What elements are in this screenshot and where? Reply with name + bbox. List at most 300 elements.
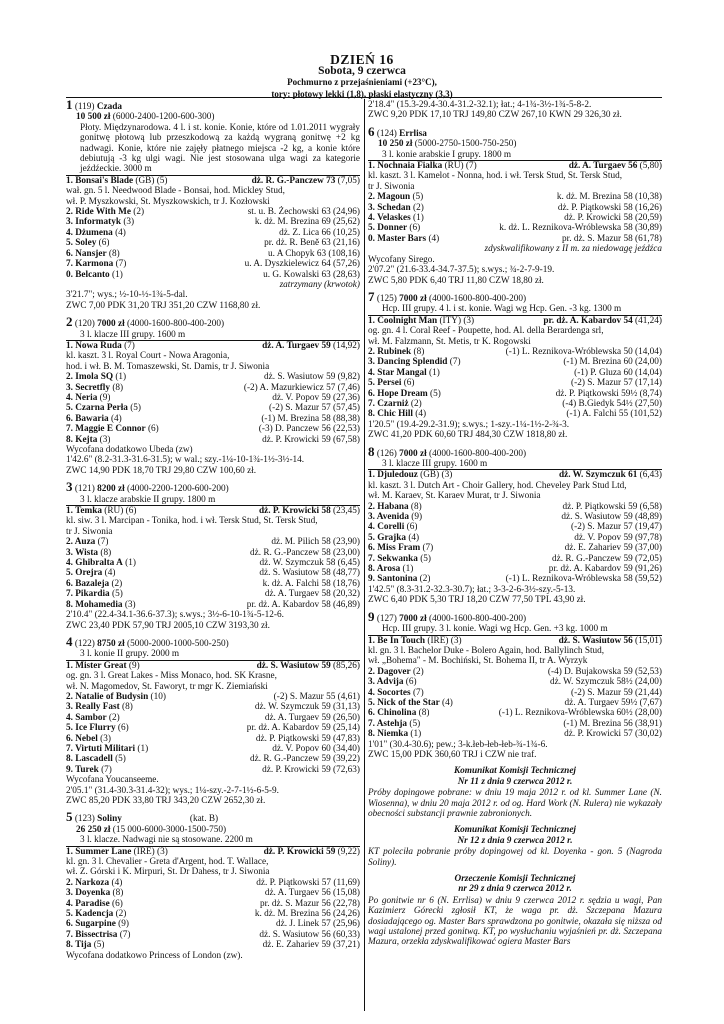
race-note: Wycofany Sirego. <box>368 254 435 265</box>
runner-jockey: k. dż. L. Reznikova-Wróblewska 58 <box>499 223 633 234</box>
runner-name-cell <box>66 878 122 888</box>
runner-odds: (10,38) <box>635 192 662 203</box>
runner-gate: (6) <box>409 223 421 234</box>
runner-name-cell <box>66 217 134 227</box>
runner-jockey-cell <box>250 754 360 764</box>
winner-jockey: dż. S. Wasiutow 56 <box>558 635 633 646</box>
race-conditions: 3 l. konie arabskie I grupy. 1800 m <box>368 150 662 161</box>
runner-gate: (2) <box>412 202 424 213</box>
runner-name: 7. Maggie E Connor <box>66 424 146 435</box>
runner-name: 4. Socortes <box>368 687 411 698</box>
runner-jockey-cell <box>279 228 360 238</box>
runner-name-cell <box>368 357 461 367</box>
runner-name: 6. Chinolina <box>368 708 417 719</box>
race-conditions: 3 l. konie II grupy. 2000 m <box>66 649 360 660</box>
race-block-3 <box>66 479 360 631</box>
runner-gate: (2) <box>111 578 123 589</box>
runner-name-cell <box>368 729 421 739</box>
runner-row <box>368 409 662 419</box>
winner-pedigree: og. gn. 4 l. Coral Reef - Poupette, hod. Al. della Berardenga srl, <box>368 326 604 337</box>
runner-jockey: dż. S. Wasiutow 59 <box>264 372 336 383</box>
runner-row <box>368 543 662 553</box>
winner-odds: (7,05) <box>337 175 360 186</box>
runner-jockey-cell <box>265 589 360 599</box>
runner-name-cell <box>66 558 136 568</box>
runner-gate: (8) <box>108 248 120 259</box>
winner-jockey: dż. P. Krowicki 59 <box>263 846 336 857</box>
runner-name: 2. Narkoza <box>66 877 110 888</box>
runner-row <box>66 435 360 445</box>
race-prize-split: (4000-1600-800-400-200) <box>428 613 527 624</box>
runner-jockey-cell <box>571 378 662 388</box>
runner-odds: (24,00) <box>635 677 662 688</box>
runner-odds: (30,89) <box>635 223 662 234</box>
runner-odds: (48,89) <box>635 512 662 523</box>
race-prize: 7000 zł <box>399 613 427 624</box>
runner-name: 3. Secretfly <box>66 382 111 393</box>
runner-jockey: dż. P. Krowicki 57 <box>564 729 633 740</box>
runner-row <box>368 533 662 543</box>
runner-name: 4. Velaskes <box>368 213 411 224</box>
column-divider <box>364 99 365 1011</box>
runner-name-cell <box>368 203 424 213</box>
race-heading <box>368 608 662 624</box>
runner-jockey-cell <box>565 543 662 553</box>
communique-title <box>368 766 662 787</box>
communique-block <box>368 766 662 819</box>
runner-odds: (97,78) <box>635 532 662 543</box>
communique-title-1: Komunikat Komisji Technicznej <box>454 825 576 836</box>
runner-jockey: u. G. Kowalski 63 <box>263 269 331 280</box>
runner-name-cell <box>66 537 108 547</box>
runner-odds: (46,89) <box>333 599 360 610</box>
race-id: (124) <box>376 128 397 139</box>
runner-jockey-cell <box>264 372 360 382</box>
runner-row <box>66 414 360 424</box>
runner-jockey: dż. P. Piątkowski 59 <box>255 733 331 744</box>
runner-name: 5. Soley <box>66 238 97 249</box>
runner-name: 6. Nebel <box>66 733 98 744</box>
runner-odds: (108,16) <box>328 248 360 259</box>
winner-name-cell <box>66 506 136 516</box>
winner-odds: (85,26) <box>333 660 360 671</box>
runner-name: 5. Orejra <box>66 568 103 579</box>
runner-jockey-cell <box>263 579 360 589</box>
runner-name: 0. Belcanto <box>66 269 110 280</box>
runner-odds: (7,67) <box>639 697 662 708</box>
runner-name: 2. Ride With Me <box>66 207 131 218</box>
winner-jockey: dż. P. Krowicki 58 <box>259 506 331 517</box>
race-time: 1'42.6" (8.2-31.3-31.6-31.5); w wal.; szy.-1¼-10-1¾-1½-3½-14. <box>66 455 305 466</box>
runner-name: 3. Really Fast <box>66 702 120 713</box>
winner-name-cell <box>368 636 462 646</box>
winner-pedigree: wł. Z. Górski i K. Mirpuri, St. Dr Dahess, tr J. Siwonia <box>66 867 270 878</box>
winner-name: 1. Nowa Ruda <box>66 340 122 351</box>
race-payout: ZWC 41,20 PDK 60,60 TRJ 484,30 CZW 1818,80 zł. <box>368 430 568 441</box>
runner-name: 6. Miss Fram <box>368 543 421 554</box>
runner-odds: (17,14) <box>635 378 662 389</box>
track-line: tory: płotowy lekki (1,8), płaski elastyczny (3,3) <box>271 88 453 99</box>
runner-jockey: dż. J. Linek 57 <box>275 919 331 930</box>
runner-name-cell <box>368 719 420 729</box>
runner-jockey: dż. P. Piątkowski 58 <box>557 202 633 213</box>
runner-odds: (25,14) <box>333 723 360 734</box>
winner-jockey-cell <box>262 341 360 351</box>
runner-name-cell <box>66 930 131 940</box>
runner-row <box>368 688 662 698</box>
runner-jockey: dż. R. G.-Panczew 58 <box>250 547 331 558</box>
runner-name: 5. Kadencja <box>66 909 114 920</box>
runner-jockey: k. dż. M. Brezina 69 <box>254 217 331 228</box>
runner-row <box>66 537 360 547</box>
runner-name-cell <box>368 698 453 708</box>
runner-odds: (30,02) <box>635 729 662 740</box>
race-conditions: 3 l. klacze III grupy. 1600 m <box>66 330 360 341</box>
runner-name-cell <box>368 223 420 233</box>
runner-jockey-cell <box>499 708 662 718</box>
runner-row <box>66 372 360 382</box>
runner-name: 2. Habana <box>368 501 409 512</box>
runner-name-cell <box>66 702 133 712</box>
runner-name-cell <box>368 533 419 543</box>
race-time: 1'01" (30.4-30.6); pew.; 3-k.łeb-łeb-łeb-¾-1¾-6. <box>368 739 548 750</box>
right-column <box>368 100 662 948</box>
runner-odds: (26,50) <box>333 712 360 723</box>
runner-gate: (1) <box>125 558 136 569</box>
runner-gate: (4) <box>408 532 420 543</box>
runner-jockey-cell <box>261 414 360 424</box>
race-payout: ZWC 14,90 PDK 18,70 TRJ 29,80 CZW 100,60 zł. <box>66 465 257 476</box>
runner-gate: (4) <box>428 233 440 244</box>
runner-name-cell <box>66 207 144 217</box>
runner-jockey: dż. R. G.-Panczew 59 <box>250 754 331 765</box>
runner-gate: (1) <box>412 213 424 224</box>
runner-gate: (5) <box>420 553 431 564</box>
runner-jockey: k. dż. A. Falchi 58 <box>262 578 331 589</box>
runner-gate: (5) <box>412 192 424 203</box>
runner-odds: (28,00) <box>635 708 662 719</box>
runner-odds: (21,16) <box>333 238 360 249</box>
winner-pedigree: wł. P. Myszkowski, St. Myszkowskich, tr J. Kozłowski <box>66 196 270 207</box>
winner-name-cell <box>66 176 168 186</box>
runner-jockey-cell <box>259 424 360 434</box>
winner-jockey-cell <box>569 161 662 171</box>
runner-odds: (57,45) <box>333 403 360 414</box>
race-number: 4 <box>66 633 73 649</box>
runner-odds: (4,61) <box>337 691 360 702</box>
winner-name-cell <box>66 661 140 671</box>
winner-pedigree: og. gn. 3 l. Great Lakes - Miss Monaco, hod. SK Krasne, <box>66 671 277 682</box>
runner-name-cell <box>66 909 126 919</box>
runner-name-cell <box>368 378 415 388</box>
runner-odds: (59,52) <box>635 574 662 585</box>
race-payout: ZWC 7,00 PDK 31,20 TRJ 351,20 CZW 1168,80 zł. <box>66 300 261 311</box>
runner-gate: (5) <box>115 754 126 765</box>
runner-name: 7. Karmona <box>66 259 114 270</box>
runner-name-cell <box>66 600 136 610</box>
runner-name-cell <box>66 579 122 589</box>
runner-name: 3. Informatyk <box>66 217 121 228</box>
runner-name-cell <box>368 502 422 512</box>
runner-jockey-cell <box>247 723 360 733</box>
runner-jockey: st. u. B. Żechowski 63 <box>247 207 331 218</box>
runner-row <box>368 667 662 677</box>
runner-jockey-cell <box>571 688 662 698</box>
runner-row <box>66 692 360 702</box>
runner-jockey-cell <box>499 223 662 233</box>
race-conditions: 3 l. klacze arabskie II grupy. 1800 m <box>66 495 360 506</box>
runner-jockey-cell <box>276 919 360 929</box>
runner-jockey: dż. S. Wasiutow 58 <box>259 568 331 579</box>
winner-pedigree: tr J. Siwonia <box>368 181 415 192</box>
runner-gate: (5) <box>409 718 421 729</box>
winner-name: 1. Coolnight Man <box>368 315 438 326</box>
runner-gate: (5) <box>130 403 142 414</box>
race-payout: ZWC 23,40 PDK 57,90 TRJ 2005,10 CZW 3193,30 zł. <box>66 620 270 631</box>
race-id: (120) <box>74 319 95 330</box>
winner-pedigree: tr J. Siwonia <box>66 526 113 537</box>
race-time: 1'42.5" (8.3-31.2-32.3-30.7); łat.; 3-3-2-6-3½-szy.-5-13. <box>368 584 576 595</box>
runner-name: 7. Virtuti Militari <box>66 743 136 754</box>
runner-gate: (7) <box>119 929 131 940</box>
winner-name-cell <box>368 316 474 326</box>
runner-jockey: (-1) M. Brezina 56 <box>563 718 633 729</box>
runner-row <box>368 192 662 202</box>
race-name: Errlisa <box>399 128 427 139</box>
runner-odds: (24,00) <box>635 357 662 368</box>
race-block-9 <box>368 608 662 761</box>
winner-odds: (14,92) <box>333 340 360 351</box>
date-line: Sobota, 9 czerwca <box>318 64 406 77</box>
race-heading <box>66 479 360 495</box>
race-heading <box>66 633 360 649</box>
runner-name: 8. Lascadell <box>66 754 113 765</box>
runner-jockey: dż. S. Wasiutow 59 <box>561 512 633 523</box>
runner-jockey: pr. dż. A. Kabardov 59 <box>246 723 331 734</box>
winner-jockey-cell <box>252 176 360 186</box>
winner-row <box>66 847 360 857</box>
runner-name: 3. Advija <box>368 677 404 688</box>
race-prize-split: (4000-1600-800-400-200) <box>126 319 225 330</box>
winner-name: 1. Mister Great <box>66 660 127 671</box>
runner-jockey-cell <box>272 744 360 754</box>
runner-jockey: dż. V. Popov 59 <box>574 532 633 543</box>
race-heading <box>368 288 662 304</box>
runner-name-cell <box>368 708 429 718</box>
runner-gate: (2) <box>412 666 424 677</box>
runner-jockey: k. dż. M. Brezina 56 <box>254 909 331 920</box>
runner-jockey-cell <box>558 203 662 213</box>
runner-odds: (21,44) <box>635 687 662 698</box>
winner-name: 1. Bonsai's Blade <box>66 175 134 186</box>
communique-block <box>368 874 662 948</box>
runner-name-cell <box>66 270 123 280</box>
runner-name-cell <box>368 677 417 687</box>
runner-gate: (4) <box>115 227 126 238</box>
runner-gate: (10) <box>150 691 166 702</box>
runner-row <box>66 568 360 578</box>
runner-gate: (7) <box>449 357 461 368</box>
winner-odds: (41,24) <box>635 315 662 326</box>
winner-jockey: dż. R. G.-Panczew 73 <box>251 175 336 186</box>
runner-gate: (8) <box>112 382 124 393</box>
runner-name-cell <box>66 259 126 269</box>
runner-name-cell <box>66 393 110 403</box>
runner-gate: (2) <box>133 207 145 218</box>
runner-name-cell <box>66 435 110 445</box>
runner-row <box>66 723 360 733</box>
runner-gate: (7) <box>412 687 424 698</box>
runner-row <box>368 368 662 378</box>
runner-odds: (88,38) <box>333 413 360 424</box>
runner-row <box>66 589 360 599</box>
communique-title-2: nr 29 z dnia 9 czerwca 2012 r. <box>458 884 572 895</box>
runner-jockey: dż. A. Turgaev 56 <box>264 888 331 899</box>
runner-row <box>66 754 360 764</box>
winner-pedigree: wł. M. Karaev, St. Karaev Murat, tr J. Siwonia <box>368 491 541 502</box>
runner-name: 5. Nick of the Star <box>368 697 440 708</box>
race-block-6 <box>368 123 662 286</box>
runner-name-cell <box>66 723 129 733</box>
communique-title-1: Orzeczenie Komisji Technicznej <box>454 874 576 885</box>
runner-row <box>66 238 360 248</box>
runner-odds: (57,26) <box>333 259 360 270</box>
runner-name-cell <box>368 574 430 584</box>
runner-name-cell <box>66 692 166 702</box>
runner-name: 2. Magoun <box>368 192 411 203</box>
runner-row <box>66 940 360 950</box>
race-block-2 <box>66 314 360 476</box>
runner-jockey-cell <box>256 734 360 744</box>
runner-jockey: dż. E. Zahariev 59 <box>262 940 331 951</box>
runner-name: 3. Wista <box>66 547 99 558</box>
runner-gate: (1) <box>428 367 440 378</box>
weather-line: Pochmurno z przejaśnieniami (+23°C), <box>287 77 437 87</box>
runner-row <box>66 713 360 723</box>
runner-jockey: dż. V. Popov 60 <box>272 743 331 754</box>
runner-odds: (18,76) <box>333 578 360 589</box>
runner-gate: (4) <box>110 413 122 424</box>
runner-name-cell <box>66 228 126 238</box>
runner-jockey-cell <box>269 403 360 413</box>
winner-origin: (9) <box>128 660 140 671</box>
runner-jockey-cell <box>263 940 360 950</box>
runner-jockey: pr. dż. R. Beně 63 <box>264 238 331 249</box>
winner-row <box>66 341 360 351</box>
runner-name: 8. Mohamedia <box>66 599 123 610</box>
runner-row <box>368 203 662 213</box>
runner-gate: (8) <box>100 547 112 558</box>
runner-name: 8. Kejta <box>66 434 98 445</box>
race-time: 2'18.4" (15.3-29.4-30.4-31.2-32.1); łat.; 4-1¾-3½-1¾-5-8-2. <box>368 100 592 110</box>
runner-jockey: (-2) S. Mazur 57 <box>269 403 331 414</box>
runner-jockey: dż. P. Krowicki 58 <box>564 213 633 224</box>
runner-name: 5. Czarna Perła <box>66 403 128 414</box>
runner-gate: (6) <box>147 424 159 435</box>
runner-jockey-cell <box>574 533 662 543</box>
runner-name-cell <box>66 238 109 248</box>
race-time: 3'21.7"; wys.; ½-10-½-1¾-5-dal. <box>66 290 188 301</box>
runner-odds: (25,62) <box>333 217 360 228</box>
runner-name: 4. Corelli <box>368 522 405 533</box>
runner-name: 3. Avenida <box>368 512 409 523</box>
communique-body: Próby dopingowe pobrane: w dniu 19 maja 2012 r. od kl. Summer Lane (N. Wiosenna), w dniu 20 maja 2012 r. od og. Hard Work (N. Rulera) nie wykazały obecności substancji prawnie zabronionych. <box>368 788 662 819</box>
runner-name-cell <box>66 888 123 898</box>
runner-jockey: u. A Chopyk 63 <box>267 248 327 259</box>
runner-odds: (24,96) <box>333 207 360 218</box>
race-number: 2 <box>66 314 73 330</box>
runner-odds: (38,91) <box>635 718 662 729</box>
runner-name-cell <box>66 899 123 909</box>
race-conditions: Płoty. Międzynarodowa. 4 l. i st. konie. Konie, które od 1.01.2011 wygrały gonitwę płotową lub przeszkodową za każdą wygraną gonitwę +2 kg nadwagi. Konie, które nie zajęły płatnego miejsca -2 kg, a konie które debiutują -3 kg ulgi wagi. Nie jest stosowana ulga wagi za kategorie jeźdźeckie. 3000 m <box>66 123 360 176</box>
winner-name: 1. Be In Touch <box>368 635 426 646</box>
runner-jockey: dż. M. Pilich 58 <box>271 537 331 548</box>
runner-gate: (2) <box>108 712 120 723</box>
runner-row <box>66 558 360 568</box>
race-heading <box>368 123 662 139</box>
winner-pedigree: wał. gn. 5 l. Needwood Blade - Bonsai, hod. Mickley Stud, <box>66 186 285 197</box>
runner-jockey-cell <box>255 909 360 919</box>
runner-jockey-cell <box>255 702 360 712</box>
runner-odds: (22,53) <box>333 424 360 435</box>
runner-row <box>368 223 662 233</box>
race-prize-split: (6000-2400-1200-600-300) <box>112 112 215 123</box>
runner-gate: (4) <box>111 877 123 888</box>
runner-name: 4. Neria <box>66 392 98 403</box>
runner-row <box>368 213 662 223</box>
runner-gate: (3) <box>124 599 136 610</box>
runner-odds: (37,21) <box>333 940 360 951</box>
runner-name-cell <box>66 713 120 723</box>
runner-name: 9. Turek <box>66 764 99 775</box>
runner-gate: (2) <box>115 909 127 920</box>
communiques <box>368 766 662 948</box>
runner-name: 5. Grajka <box>368 532 407 543</box>
winner-name: 1. Djuledouz <box>368 470 418 481</box>
winner-jockey: dż. S. Wasiutow 59 <box>256 660 331 671</box>
runner-gate: (6) <box>403 378 415 389</box>
communique-title-2: Nr 12 z dnia 9 czerwca 2012 r. <box>457 835 573 846</box>
runner-row <box>368 698 662 708</box>
communique-title <box>368 825 662 846</box>
runner-name: 3. Schedan <box>368 202 411 213</box>
runner-odds: (14,04) <box>635 346 662 357</box>
runner-gate: (7) <box>97 537 109 548</box>
runner-odds: (34,40) <box>333 743 360 754</box>
runner-name: 2. Rubinek <box>368 346 412 357</box>
runner-gate: (5) <box>93 940 105 951</box>
runner-row <box>66 403 360 413</box>
runner-odds: (20,59) <box>635 213 662 224</box>
runner-row <box>368 574 662 584</box>
race-time: 2'05.1" (31.4-30.3-31.4-32); wys.; 1¼-szy.-2-7-1½-6-5-9. <box>66 785 279 796</box>
runner-jockey: (-2) S. Mazur 57 <box>571 522 633 533</box>
runner-row <box>66 744 360 754</box>
runner-gate: (7) <box>115 259 127 270</box>
runner-jockey: dż. V. Popov 59 <box>272 392 331 403</box>
runner-row <box>66 579 360 589</box>
runner-name-cell <box>368 409 426 419</box>
winner-row <box>368 161 662 171</box>
runner-name-cell <box>66 383 123 393</box>
race-prize-split: (4000-2200-1200-600-200) <box>126 484 229 495</box>
runner-row <box>368 677 662 687</box>
runner-jockey-cell <box>561 512 662 522</box>
runner-row <box>66 270 360 280</box>
runner-jockey: dż. W. Szymczuk 58½ <box>549 677 633 688</box>
runner-odds: (27,50) <box>635 398 662 409</box>
runner-row <box>66 734 360 744</box>
